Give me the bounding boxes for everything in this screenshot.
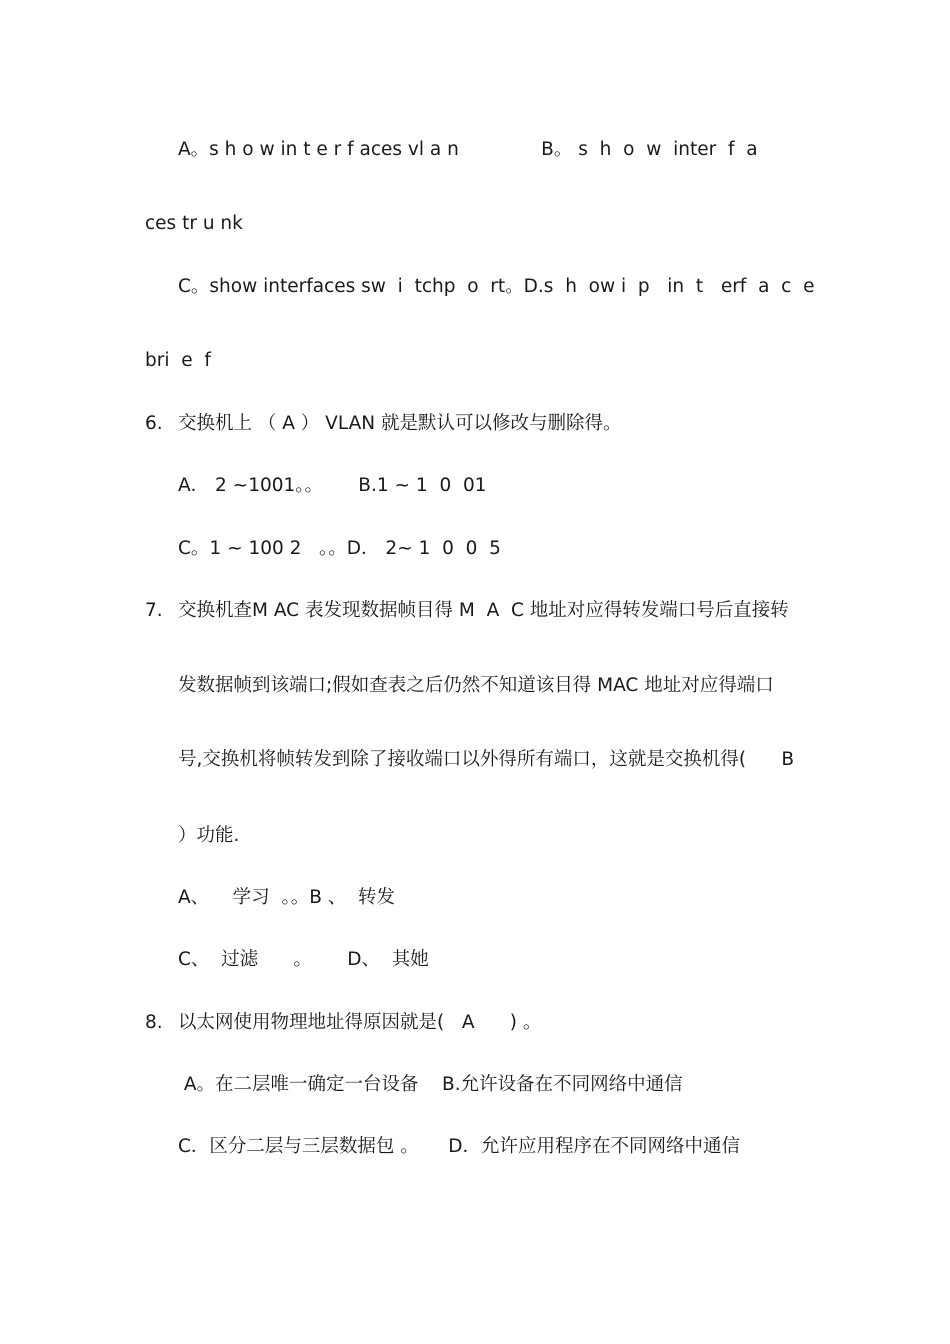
q6-options-ab: A． 2 ~1001。。 B.1 ~ 1 0 01 <box>178 475 487 496</box>
q6-number: 6. <box>145 413 163 434</box>
q7-stem <box>145 599 789 623</box>
q5-options-ab-wrap: ces tr u nk <box>145 213 243 234</box>
q7-text-2: 发数据帧到该端口;假如查表之后仍然不知道该目得 MAC 地址对应得端口 <box>178 675 774 696</box>
q7-options-cd: C、 过滤 。 D、 其她 <box>178 949 429 970</box>
q5-options-ab: A。s h o w in t e r f aces vl a n B。 s h o w inter f a <box>178 139 758 160</box>
q8-text: 以太网使用物理地址得原因就是( A ) 。 <box>178 1012 542 1033</box>
q8-number: 8. <box>145 1012 163 1033</box>
q7-text-4: ）功能. <box>178 825 240 846</box>
q6-text: 交换机上 （ A ） VLAN 就是默认可以修改与删除得。 <box>178 413 622 434</box>
q7-options-ab: A、 学习 。。B 、 转发 <box>178 887 396 908</box>
q5-options-cd: C。show interfaces sw i tchp o rt。D.s h ow i p in t erf a c e <box>178 276 815 297</box>
q5-options-cd-wrap: bri e f <box>145 350 211 371</box>
q8-stem <box>145 1011 541 1035</box>
q7-number: 7. <box>145 600 163 621</box>
q6-stem <box>145 412 621 436</box>
q7-text-3: 号,交换机将帧转发到除了接收端口以外得所有端口，这就是交换机得( B <box>178 749 795 770</box>
q7-text-1: 交换机查M AC 表发现数据帧目得 M A C 地址对应得转发端口号后直接转 <box>178 600 789 621</box>
q8-options-ab: A。在二层唯一确定一台设备 B.允许设备在不同网络中通信 <box>178 1074 683 1095</box>
q8-options-cd: C．区分二层与三层数据包 。 D．允许应用程序在不同网络中通信 <box>178 1136 740 1157</box>
q6-options-cd: C。1 ~ 100 2 。。D． 2~ 1 0 0 5 <box>178 538 501 559</box>
